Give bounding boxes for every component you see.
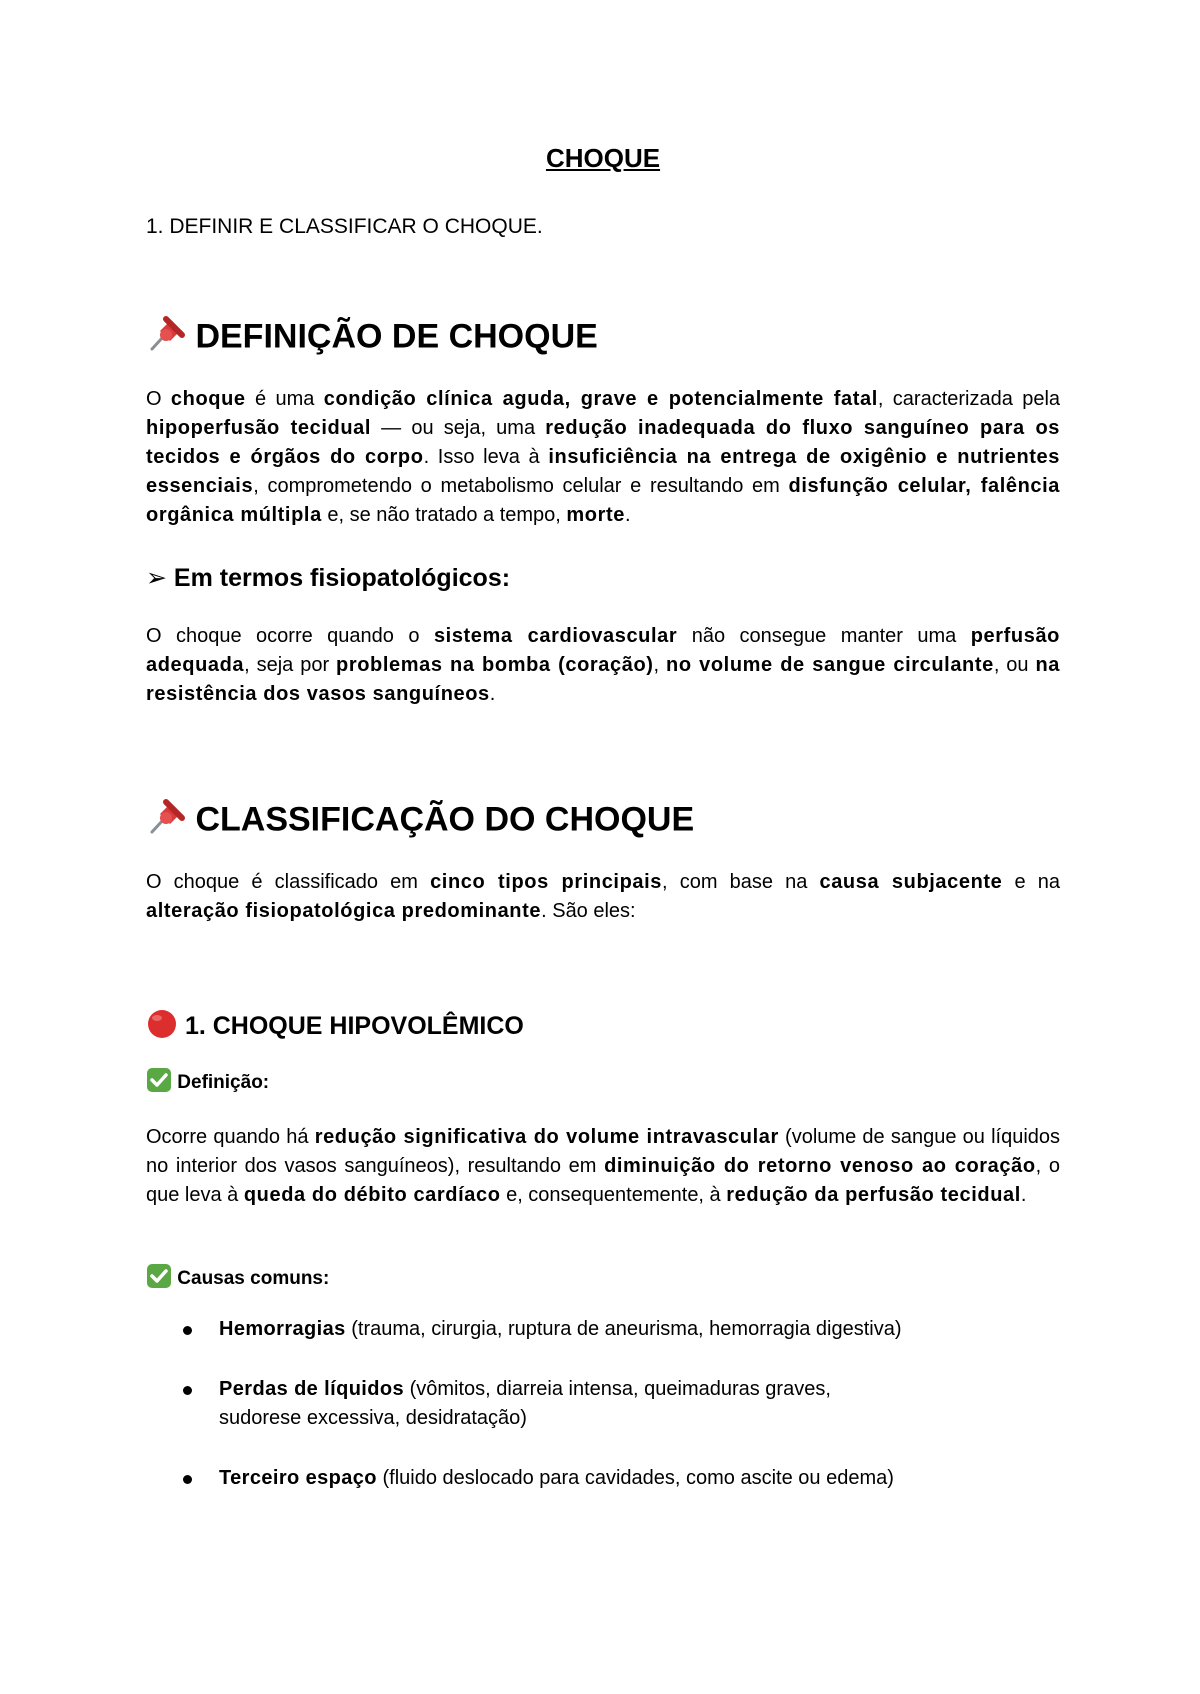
section-heading-text: DEFINIÇÃO DE CHOQUE	[195, 317, 598, 356]
bullet-icon	[183, 1475, 192, 1484]
bullet-icon	[183, 1386, 192, 1395]
document-subtitle: 1. DEFINIR E CLASSIFICAR O CHOQUE.	[146, 215, 543, 238]
list-item: Perdas de líquidos (vômitos, diarreia intensa, queimaduras graves, sudorese excessiva, desidratação)	[146, 1375, 1060, 1433]
list-item: Hemorragias (trauma, cirurgia, ruptura de aneurisma, hemorragia digestiva)	[146, 1315, 1060, 1344]
pushpin-icon	[146, 314, 186, 363]
section-heading-hipovolemico	[146, 1008, 524, 1047]
red-circle-icon	[146, 1008, 178, 1047]
bullet-icon	[183, 1326, 192, 1335]
paragraph-definicao: O choque é uma condição clínica aguda, grave e potencialmente fatal, caracterizada pela hipoperfusão tecidual — ou seja, uma redução inadequada do fluxo sanguíneo para os tecidos e órgãos do corpo. Isso leva à insuficiência na entrega de oxigênio e nutrientes essenciais, comprometendo o metabolismo celular e resultando em disfunção celular, falência orgânica múltipla e, se não tratado a tempo, morte.	[146, 388, 1061, 526]
list-item: Terceiro espaço (fluido deslocado para cavidades, como ascite ou edema)	[146, 1464, 1060, 1493]
section-heading-text: CLASSIFICAÇÃO DO CHOQUE	[195, 800, 695, 839]
section-heading-classificacao	[146, 797, 694, 846]
check-mark-icon	[146, 1067, 172, 1099]
paragraph-fisiopatologicos: O choque ocorre quando o sistema cardiovascular não consegue manter uma perfusão adequada, seja por problemas na bomba (coração), no volume de sangue circulante, ou na resistência dos vasos sanguíneos.	[146, 625, 1060, 705]
section-heading-definicao	[146, 314, 598, 363]
causes-list	[146, 1315, 1060, 1493]
label-causas: Causas comuns:	[146, 1263, 329, 1295]
pushpin-icon	[146, 797, 186, 846]
paragraph-hipovolemico: Ocorre quando há redução significativa do volume intravascular (volume de sangue ou líquidos no interior dos vasos sanguíneos), resultando em diminuição do retorno venoso ao coração, o que leva à queda do débito cardíaco e, consequentemente, à redução da perfusão tecidual.	[146, 1126, 1061, 1206]
section-heading-text: 1. CHOQUE HIPOVOLÊMICO	[184, 1012, 524, 1041]
document-title: CHOQUE	[545, 143, 661, 173]
subheading-fisiopatologicos: ➢ Em termos fisiopatológicos:	[146, 564, 511, 592]
paragraph-classificacao: O choque é classificado em cinco tipos principais, com base na causa subjacente e na alteração fisiopatológica predominante. São eles:	[146, 871, 1061, 922]
label-definicao: Definição:	[146, 1067, 269, 1099]
check-mark-icon	[146, 1263, 172, 1295]
